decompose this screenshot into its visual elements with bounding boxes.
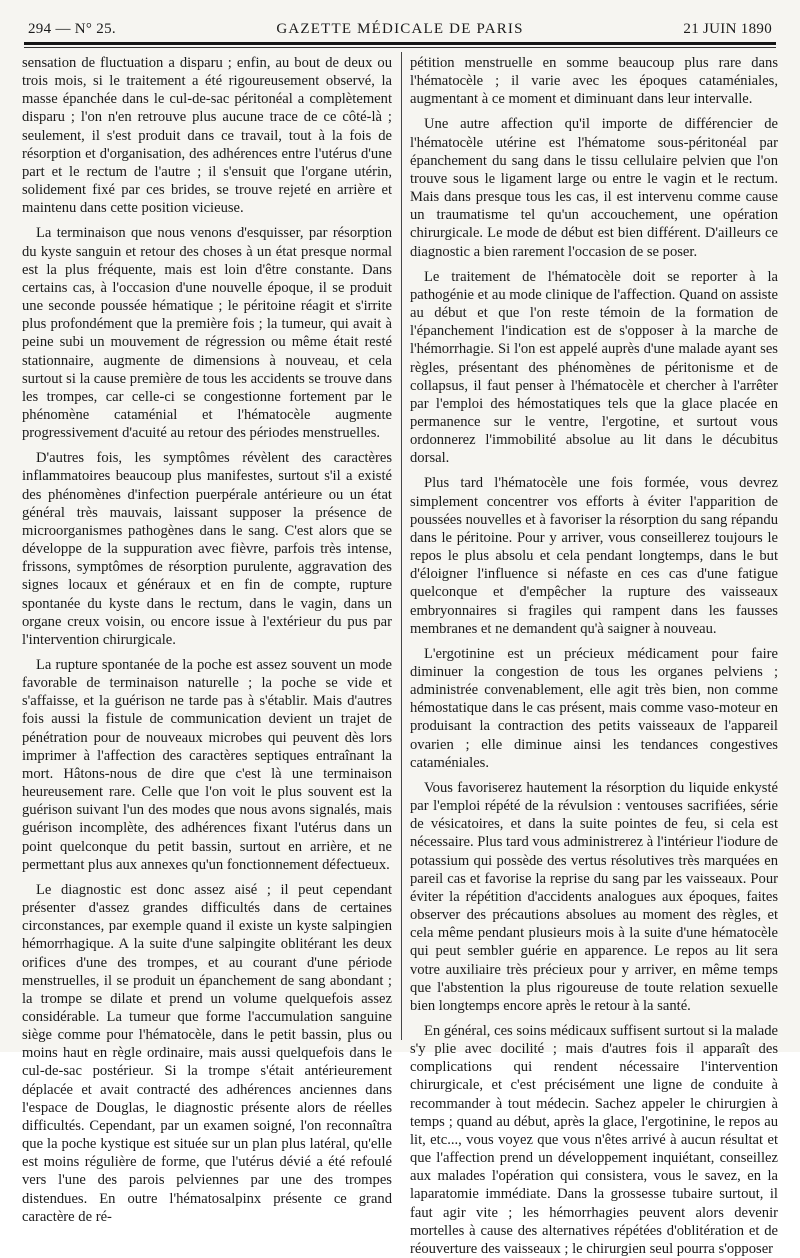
page-number-issue: 294 — N° 25. <box>28 21 116 37</box>
paragraph: En général, ces soins médicaux suffisent surtout si la malade s'y plie avec docilité ; mais d'autres fois il apparaît des complications qui rendent nécessaire l'intervention chirurgicale, et c'est précisément une ligne de conduite à recommander à tout médecin. Sachez appeler le chirurgien à temps ; quand au début, après la glace, l'ergotinine, le repos au lit, etc..., vous voyez que vous n'êtes arrivé à aucun résultat et que l'affection prend un développement inquiétant, conseillez aux malades l'opération qui consistera, vous le savez, en la laparatomie immédiate. Dans la grossesse tubaire surtout, il faut agir vite ; les hémorrhagies peuvent alors devenir mortelles à cause des alternatives répétées d'oblitération et de réouverture des vaisseaux ; le chirurgien seul pourra s'opposer <box>410 1022 778 1257</box>
right-column <box>410 54 778 1257</box>
paragraph: La terminaison que nous venons d'esquisser, par résorption du kyste sanguin et retour des choses à un état presque normal est la plus fréquente, mais est loin d'être constante. Dans certains cas, à l'occasion d'une nouvelle époque, il se produit une seconde poussée hématique ; le péritoine réagit et s'irrite plus profondément que la première fois ; la tumeur, qui avait à peine subi un mouvement de régression ou même était resté stationnaire, augmente de dimensions à nouveau, et cela surtout si la cause première de tous les accidents se trouve dans les trompes, car celle-ci se congestionne fortement par le phénomène cataménial et l'hématocèle augmente progressivement d'acuité au retour des périodes menstruelles. <box>22 225 392 442</box>
paragraph: pétition menstruelle en somme beaucoup plus rare dans l'hématocèle ; il varie avec les époques cataméniales, augmentant à ce moment et diminuant dans leur intervalle. <box>410 55 778 108</box>
paragraph: sensation de fluctuation a disparu ; enfin, au bout de deux ou trois mois, si le traitement a été rigoureusement observé, la masse épanchée dans le cul-de-sac péritonéal a complètement disparu ; l'on n'en retrouve plus aucune trace de ce côté-là ; seulement, il s'est produit dans ce travail, tout à la fois de résorption et d'organisation, des adhérences entre l'utérus d'une part et le rectum de l'autre ; il s'ensuit que l'organe utérin, solidement fixé par ces brides, se trouve rejeté en arrière et maintenu dans cette position vicieuse. <box>22 55 392 217</box>
paragraph: Une autre affection qu'il importe de différencier de l'hématocèle utérine est l'hématome sous-péritonéal par épanchement du sang dans le tissu cellulaire pelvien que l'on trouve sous le ligament large ou entre le vagin et le rectum. Mais dans presque tous les cas, il est intervenu comme cause un traumatisme tel qu'un accouchement, une opération chirurgicale. Le mode de début est bien différent. D'ailleurs ce diagnostic a bien rarement l'occasion de se poser. <box>410 116 778 260</box>
left-column <box>22 54 392 1225</box>
journal-title: GAZETTE MÉDICALE DE PARIS <box>276 21 524 37</box>
paragraph: Plus tard l'hématocèle une fois formée, vous devrez simplement concentrer vos efforts à éviter l'apparition de poussées nouvelles et à favoriser la résorption du sang répandu dans le péritoine. Pour y arriver, vous conseillerez toujours le repos le plus absolu et cela pendant longtemps, dans le but d'éloigner l'influence si néfaste en ces cas d'une fatigue quelconque et d'empêcher la rupture des vaisseaux embryonnaires si fragiles qui rampent dans les fausses membranes et ne demandent qu'à saigner à nouveau. <box>410 475 778 637</box>
header-rule-thin <box>24 47 776 48</box>
paragraph: Vous favoriserez hautement la résorption du liquide enkysté par l'emploi répété de la révulsion : ventouses sacrifiées, série de vésicatoires, et dans la suite pointes de feu, si cela est nécessaire. Plus tard vous administrerez à l'intérieur l'iodure de potassium qui possède des vertus résolutives très marquées en pareil cas et favorise la reprise du sang par les vaisseaux. Pour éviter la répétition d'accidents analogues aux époques, faites observer des précautions absolues au moment des règles, et cela même pendant plusieurs mois à la suite d'une hématocèle qui peut sembler guérie en apparence. Le repos au lit sera votre auxiliaire très précieux pour y arriver, en même temps que l'abstention la plus rigoureuse de toute relation sexuelle bien longtemps encore après le retour à la santé. <box>410 779 778 1014</box>
paragraph: L'ergotinine est un précieux médicament pour faire diminuer la congestion de tous les organes pelviens ; administrée convenablement, elle agit très bien, non comme hémostatique dans le cas présent, mais comme vaso-moteur en produisant la contraction des petits vaisseaux de l'appareil ovarien ; elle diminue ainsi les tendances congestives cataméniales. <box>410 645 778 771</box>
column-divider <box>401 52 402 1040</box>
header-rule-thick <box>24 42 776 45</box>
paragraph: D'autres fois, les symptômes révèlent des caractères inflammatoires beaucoup plus manifestes, surtout s'il a existé des phénomènes d'infection puerpérale antérieure ou un état général très mauvais, laissant supposer la présence de microorganismes pathogènes dans le sang. C'est alors que se développe de la suppuration avec fièvre, parfois très intense, frissons, symptômes de résorption purulente, aggravation des signes locaux et généraux et en fin de compte, rupture spontanée du kyste dans le rectum, dans le vagin, dans un organe creux voisin, ou encore issue à l'extérieur du pus par l'intervention chirurgicale. <box>22 450 392 648</box>
issue-date: 21 JUIN 1890 <box>683 21 772 37</box>
paragraph: Le traitement de l'hématocèle doit se reporter à la pathogénie et au mode clinique de l'affection. Quand on assiste au début et que l'on reste témoin de la formation de l'épanchement l'indication est de s'opposer à la marche de l'hémorrhagie. Si l'on est appelé auprès d'une malade ayant ses règles, présentant des phénomènes de péritonisme et de collapsus, il faut penser à l'hématocèle et chercher à l'arrêter par l'emploi des hémostatiques tels que la glace placée en permanence sur le ventre, l'ergotine, et surtout vous ordonnerez l'immobilité absolue au lit dans le décubitus dorsal. <box>410 268 778 467</box>
paragraph: Le diagnostic est donc assez aisé ; il peut cependant présenter d'assez grandes difficultés dans de certaines circonstances, par exemple quand il existe un kyste salpingien hémorrhagique. A la suite d'une salpingite oblitérant les deux orifices d'une des trompes, et au courant d'une période menstruelles, il se produit un épanchement de sang abondant ; la trompe se dilate et prend un volume quelquefois assez considérable. La tumeur que forme l'accumulation sanguine siège comme pour l'hématocèle, dans le petit bassin, plus ou moins haut en règle ordinaire, mais aussi quelquefois dans le cul-de-sac postérieur. Si la trompe s'était antérieurement déplacée et avait contracté des adhérences anciennes dans l'espace de Douglas, le diagnostic présente alors de réelles difficultés. Cependant, par un examen soigné, l'on reconnaîtra que la poche kystique est située sur un plan plus latéral, qu'elle est moins régulière de forme, que l'utérus dévié a été refoulé vers l'une des parois pelviennes par une des trompes distendues. En outre l'hématosalpinx présente ce grand caractère de ré- <box>22 881 392 1225</box>
page-header <box>28 12 772 38</box>
paragraph: La rupture spontanée de la poche est assez souvent un mode favorable de terminaison naturelle ; la poche se vide et s'affaisse, et la guérison ne tarde pas à s'établir. Mais d'autres fois aussi la fistule de communication devient un trajet de pénétration pour de nouveaux microbes qui peuvent dès lors imprimer à l'affection des caractères septiques entraînant la mort. Hâtons-nous de dire que c'est là une terminaison heureusement rare. Celle que l'on voit le plus souvent est la guérison suivant l'un des modes que nous avons signalés, mais guérison incomplète, des adhérences fixant l'utérus dans un point quelconque du petit bassin, surtout en arrière, et ne permettant plus aux annexes qu'un fonctionnement défectueux. <box>22 657 392 873</box>
